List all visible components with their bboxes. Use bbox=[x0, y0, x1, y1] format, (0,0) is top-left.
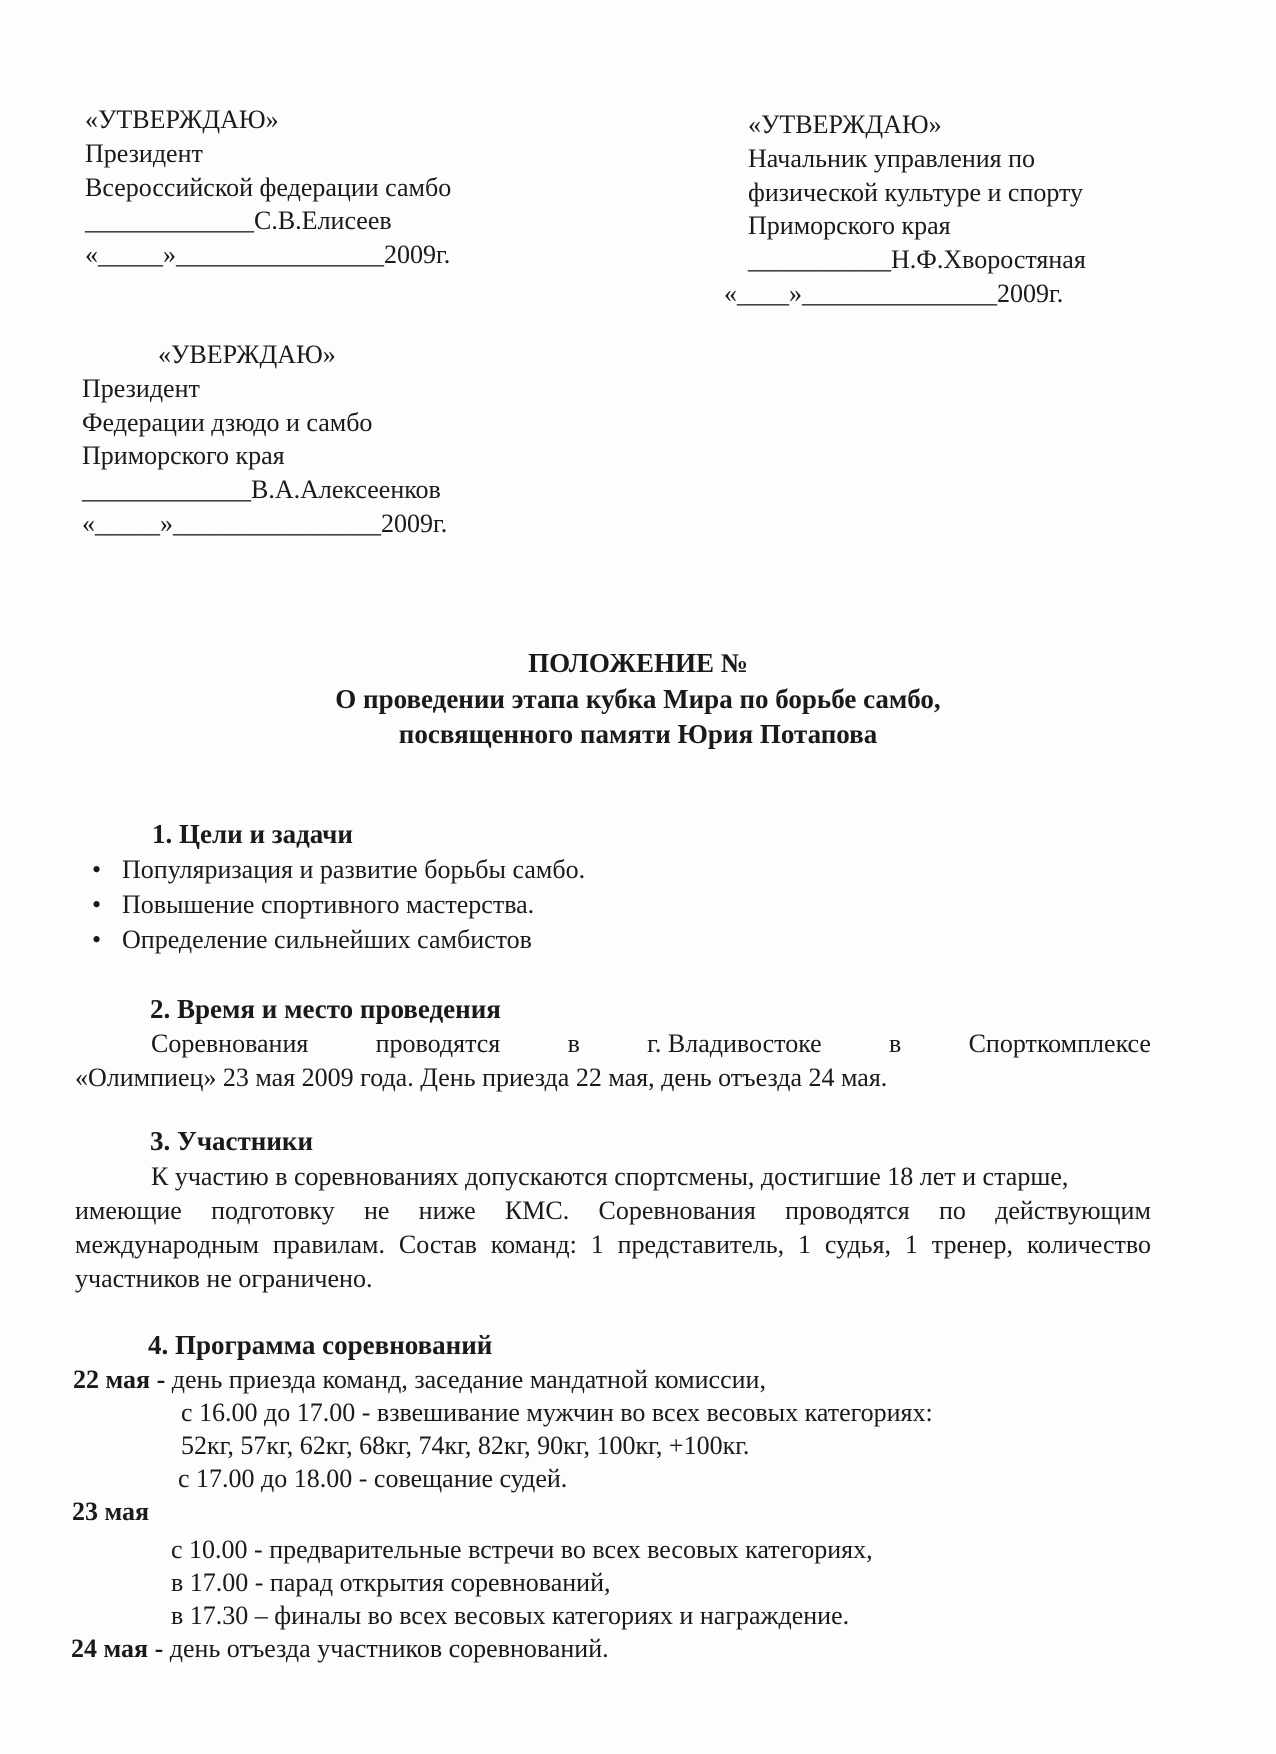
document-title bbox=[0, 646, 1276, 753]
section-heading-goals: 1. Цели и задачи bbox=[152, 819, 353, 849]
approval-block-federation-sambo bbox=[85, 103, 451, 272]
list-item: • Повышение спортивного мастерства. bbox=[92, 887, 585, 922]
approval-signature-line: ___________Н.Ф.Хворостяная bbox=[748, 245, 1086, 275]
paragraph-line: участников не ограничено. bbox=[75, 1264, 373, 1293]
participants-paragraph bbox=[75, 1160, 1151, 1296]
approval-line: Федерации дзюдо и самбо bbox=[82, 407, 373, 437]
approval-heading: «УТВЕРЖДАЮ» bbox=[85, 105, 279, 134]
time-place-paragraph bbox=[75, 1027, 1151, 1095]
program-item: с 17.00 до 18.00 - совещание судей. bbox=[178, 1464, 568, 1493]
approval-block-judo-sambo-federation bbox=[82, 338, 447, 541]
title-line: ПОЛОЖЕНИЕ № bbox=[528, 648, 748, 678]
paragraph-line: «Олимпиец» 23 мая 2009 года. День приезда 22 мая, день отъезда 24 мая. bbox=[75, 1063, 888, 1092]
program-item: с 10.00 - предварительные встречи во всех весовых категориях, bbox=[171, 1535, 873, 1564]
program-day-22 bbox=[73, 1363, 766, 1397]
program-item: с 16.00 до 17.00 - взвешивание мужчин во всех весовых категориях: bbox=[181, 1398, 933, 1427]
approval-signature-line: _____________В.А.Алексеенков bbox=[82, 475, 441, 505]
section-heading-participants: 3. Участники bbox=[150, 1126, 314, 1156]
program-item: 52кг, 57кг, 62кг, 68кг, 74кг, 82кг, 90кг, 100кг, +100кг. bbox=[181, 1431, 750, 1460]
paragraph-line: К участию в соревнованиях допускаются спортсмены, достигшие 18 лет и старше, bbox=[151, 1162, 1069, 1191]
day-text: день отъезда участников соревнований. bbox=[163, 1634, 609, 1663]
section-heading-time-place: 2. Время и место проведения bbox=[150, 994, 501, 1024]
paragraph-line: международным правилам. Состав команд: 1 представитель, 1 судья, 1 тренер, количество bbox=[75, 1230, 1151, 1259]
day-label: 22 мая - bbox=[73, 1365, 166, 1394]
program-item: в 17.00 - парад открытия соревнований, bbox=[171, 1568, 611, 1597]
approval-block-sport-department bbox=[724, 108, 1086, 311]
goals-list bbox=[92, 852, 585, 957]
list-item: • Популяризация и развитие борьбы самбо. bbox=[92, 852, 585, 887]
program-day-24 bbox=[71, 1632, 609, 1666]
section-heading-program: 4. Программа соревнований bbox=[148, 1330, 493, 1360]
approval-line: Начальник управления по bbox=[748, 143, 1036, 173]
approval-signature-line: _____________С.В.Елисеев bbox=[85, 206, 392, 236]
approval-line: Президент bbox=[82, 373, 200, 403]
approval-date-line: «_____»________________2009г. bbox=[85, 240, 451, 270]
approval-line: физической культуре и спорту bbox=[748, 177, 1084, 207]
approval-line: Всероссийской федерации самбо bbox=[85, 172, 452, 202]
approval-line: Приморского края bbox=[748, 211, 951, 241]
approval-date-line: «____»_______________2009г. bbox=[724, 278, 1064, 308]
approval-line: Президент bbox=[85, 138, 203, 168]
program-day-23: 23 мая bbox=[72, 1497, 150, 1526]
list-item: • Определение сильнейших самбистов bbox=[92, 922, 585, 957]
program-item: в 17.30 – финалы во всех весовых категориях и награждение. bbox=[171, 1601, 850, 1630]
approval-line: Приморского края bbox=[82, 441, 285, 471]
title-line: посвященного памяти Юрия Потапова bbox=[398, 719, 878, 750]
paragraph-line: имеющие подготовку не ниже КМС. Соревнования проводятся по действующим bbox=[75, 1196, 1151, 1225]
approval-date-line: «_____»________________2009г. bbox=[82, 508, 448, 538]
paragraph-line: Соревнования проводятся в г. Владивостоке в Спорткомплексе bbox=[151, 1029, 1151, 1058]
approval-heading: «УВЕРЖДАЮ» bbox=[158, 340, 336, 369]
day-label: 24 мая - bbox=[71, 1634, 164, 1663]
title-line: О проведении этапа кубка Мира по борьбе самбо, bbox=[335, 683, 941, 714]
approval-heading: «УТВЕРЖДАЮ» bbox=[748, 110, 942, 139]
day-text: день приезда команд, заседание мандатной комиссии, bbox=[165, 1365, 766, 1394]
